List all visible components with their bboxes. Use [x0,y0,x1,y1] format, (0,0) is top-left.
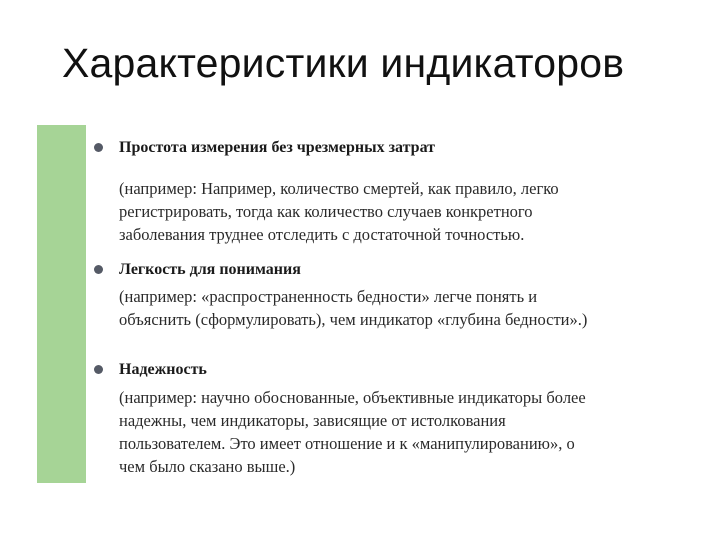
item-description [119,386,586,478]
description-line: (например: «распространенность бедности» легче понять и [119,287,538,306]
item-heading: Надежность [119,361,207,378]
accent-bar [37,125,86,483]
description-line: регистрировать, тогда как количество случаев конкретного [119,202,533,221]
description-line: чем было сказано выше.) [119,457,296,476]
item-description [119,285,587,331]
content-panel [86,125,696,483]
description-line: пользователем. Это имеет отношение и к «манипулированию», о [119,434,575,453]
bullet-icon [94,365,103,374]
item-heading: Простота измерения без чрезмерных затрат [119,139,436,156]
item-heading: Легкость для понимания [119,261,301,278]
description-line: заболевания труднее отследить с достаточной точностью. [119,225,525,244]
description-line: надежны, чем индикаторы, зависящие от истолкования [119,411,506,430]
bullet-icon [94,143,103,152]
description-line: (например: Например, количество смертей, как правило, легко [119,179,559,198]
bullet-icon [94,265,103,274]
item-description [119,177,559,246]
description-line: объяснить (сформулировать), чем индикатор «глубина бедности».) [119,310,588,329]
description-line: (например: научно обоснованные, объективные индикаторы более [119,388,586,407]
slide-title: Характеристики индикаторов [62,40,625,86]
